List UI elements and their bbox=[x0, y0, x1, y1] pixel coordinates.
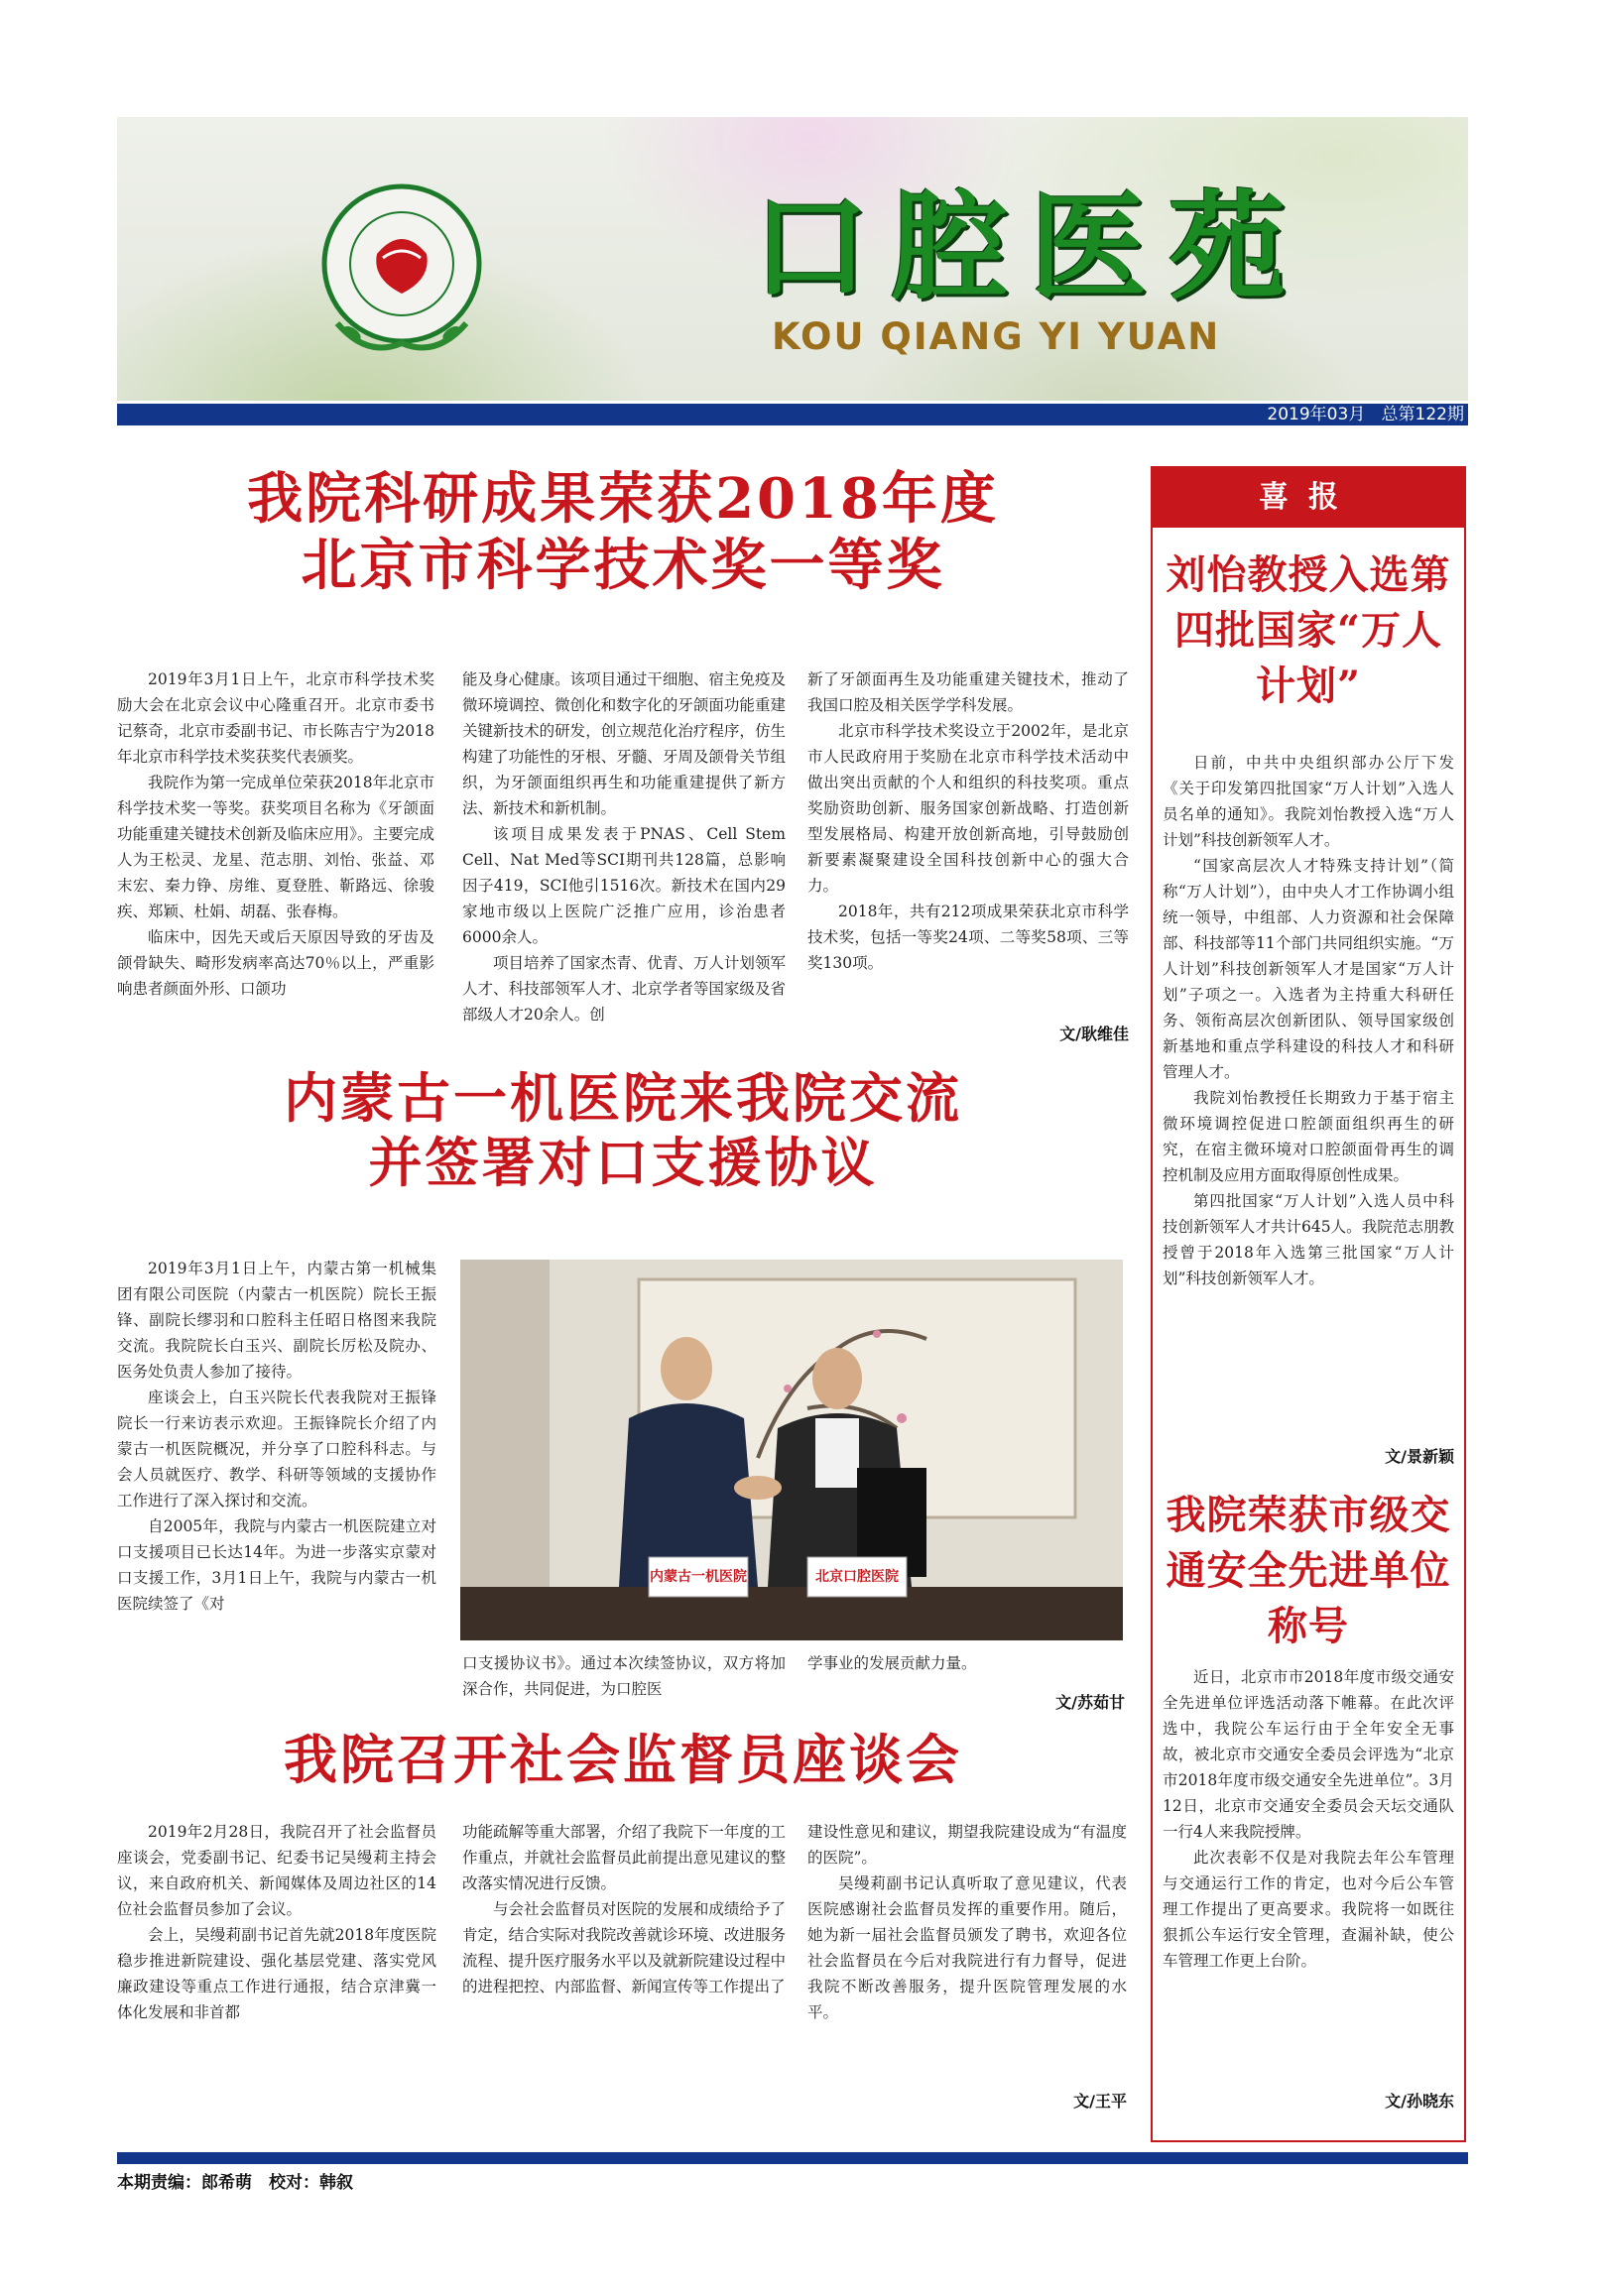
article1-col3 bbox=[807, 666, 1129, 976]
article1-byline: 文/耿维佳 bbox=[1059, 1025, 1129, 1043]
paragraph: 该项目成果发表于PNAS、Cell Stem Cell、Nat Med等SCI期刊共128篇，总影响因子419，SCI他引1516次。新技术在国内29家地市级以上医院广泛推广应用，诊治患者6000余人。 bbox=[462, 825, 786, 946]
paragraph: 与会社会监督员对医院的发展和成绩给予了肯定，结合实际对我院改善就诊环境、改进服务流程、提升医疗服务水平以及就新院建设过程中的进程把控、内部监督、新闻宣传等工作提出了 bbox=[462, 1900, 786, 1995]
sidebar-story1-title: 刘怡教授入选第四批国家“万人计划” bbox=[1166, 551, 1451, 709]
paragraph: 近日，北京市市2018年度市级交通安全先进单位评选活动落下帷幕。在此次评选中，我院公车运行由于全年安全无事故，被北京市交通安全委员会评选为“北京市2018年度市级交通安全先进单位”。3月12日，北京市交通安全委员会天坛交通队一行4人来我院授牌。 bbox=[1163, 1668, 1454, 1841]
article1-headline bbox=[117, 466, 1129, 599]
paragraph: 功能疏解等重大部署，介绍了我院下一年度的工作重点，并就社会监督员此前提出意见建议的整改落实情况进行反馈。 bbox=[462, 1823, 786, 1892]
paragraph: 此次表彰不仅是对我院去年公车管理与交通运行工作的肯定，也对今后公车管理工作提出了更高要求。我院将一如既往狠抓公车运行安全管理，查漏补缺，使公车管理工作更上台阶。 bbox=[1163, 1849, 1454, 1970]
sidebar-story2-title: 我院荣获市级交通安全先进单位称号 bbox=[1166, 1492, 1451, 1649]
footer-rule bbox=[117, 2152, 1468, 2164]
article2-col2 bbox=[462, 1650, 786, 1702]
article3-col3 bbox=[807, 1819, 1127, 2025]
paragraph: 我院作为第一完成单位荣获2018年北京市科学技术奖一等奖。获奖项目名称为《牙颌面功能重建关键技术创新及临床应用》。主要完成人为王松灵、龙星、范志朋、刘怡、张益、邓末宏、秦力铮、房维、夏登胜、靳路远、徐骏疾、郑颖、杜娟、胡磊、张春梅。 bbox=[117, 774, 434, 920]
paragraph: 2019年2月28日，我院召开了社会监督员座谈会，党委副书记、纪委书记吴缦莉主持会议，来自政府机关、新闻媒体及周边社区的14位社会监督员参加了会议。 bbox=[117, 1823, 436, 1918]
paragraph: 新了牙颌面再生及功能重建关键技术，推动了我国口腔及相关医学学科发展。 bbox=[807, 670, 1129, 714]
paragraph: “国家高层次人才特殊支持计划”（简称“万人计划”），由中央人才工作协调小组统一领导，中组部、人力资源和社会保障部、科技部等11个部门共同组织实施。“万人计划”科技创新领军人才是国家“万人计划”子项之一。入选者为主持重大科研任务、领衔高层次创新团队、领导国家级创新基地和重点学科建设的科技人才和科研管理人才。 bbox=[1163, 857, 1454, 1081]
issue-number: 总第122期 bbox=[1381, 405, 1464, 424]
paragraph: 口支援协议书》。通过本次续签协议，双方将加深合作，共同促进，为口腔医 bbox=[462, 1654, 786, 1698]
paragraph: 建设性意见和建议，期望我院建设成为“有温度的医院”。 bbox=[807, 1823, 1127, 1867]
masthead-banner bbox=[117, 117, 1468, 401]
issue-info bbox=[1267, 403, 1464, 426]
article1-title-line1: 我院科研成果荣获2018年度 bbox=[247, 466, 999, 532]
article3-headline: 我院召开社会监督员座谈会 bbox=[284, 1728, 962, 1791]
paragraph: 2019年3月1日上午，内蒙古第一机械集团有限公司医院（内蒙古一机医院）院长王振锋、副院长缪羽和口腔科主任昭日格图来我院交流。我院院长白玉兴、副院长厉松及院办、医务处负责人参加了接待。 bbox=[117, 1260, 436, 1381]
article2-headline bbox=[117, 1066, 1129, 1195]
sidebar-story1-byline: 文/景新颖 bbox=[1385, 1447, 1454, 1466]
article2-col3 bbox=[807, 1650, 1125, 1676]
paragraph: 吴缦莉副书记认真听取了意见建议，代表医院感谢社会监督员发挥的重要作用。随后，她为新一届社会监督员颁发了聘书，欢迎各位社会监督员在今后对我院进行有力督导，促进我院不断改善服务，提升医院管理发展的水平。 bbox=[807, 1874, 1127, 2021]
sidebar-story2-body bbox=[1163, 1664, 1454, 1974]
newspaper-subtitle: KOU QIANG YI YUAN bbox=[772, 315, 1221, 358]
photo-sign-right: 北京口腔医院 bbox=[815, 1569, 899, 1585]
hospital-logo bbox=[308, 175, 496, 363]
issue-date: 2019年03月 bbox=[1267, 405, 1366, 424]
paragraph: 北京市科学技术奖设立于2002年，是北京市人民政府用于奖励在北京市科学技术活动中做出突出贡献的个人和组织的科技奖项。重点奖励资助创新、服务国家创新战略、打造创新型发展格局、构建开放创新高地，引导鼓励创新要素凝聚建设全国科技创新中心的强大合力。 bbox=[807, 722, 1129, 895]
paragraph: 学事业的发展贡献力量。 bbox=[807, 1654, 977, 1672]
article2-byline: 文/苏茹甘 bbox=[1055, 1693, 1125, 1712]
paragraph: 我院刘怡教授任长期致力于基于宿主微环境调控促进口腔颌面组织再生的研究，在宿主微环境对口腔颌面骨再生的调控机制及应用方面取得原创性成果。 bbox=[1163, 1089, 1454, 1184]
article1-col1 bbox=[117, 666, 434, 1002]
paragraph: 2018年，共有212项成果荣获北京市科学技术奖，包括一等奖24项、二等奖58项、三等奖130项。 bbox=[807, 903, 1129, 972]
paragraph: 自2005年，我院与内蒙古一机医院建立对口支援项目已长达14年。为进一步落实京蒙对口支援工作，3月1日上午，我院与内蒙古一机医院续签了《对 bbox=[117, 1517, 436, 1613]
article1-col2 bbox=[462, 666, 786, 1027]
sidebar-story1-body bbox=[1163, 750, 1454, 1291]
paragraph: 座谈会上，白玉兴院长代表我院对王振锋院长一行来访表示欢迎。王振锋院长介绍了内蒙古一机医院概况，并分享了口腔科科志。与会人员就医疗、教学、科研等领域的支援协作工作进行了深入探讨和交流。 bbox=[117, 1389, 436, 1510]
paragraph: 会上，吴缦莉副书记首先就2018年度医院稳步推进新院建设、强化基层党建、落实党风廉政建设等重点工作进行通报，结合京津冀一体化发展和非首都 bbox=[117, 1926, 436, 2021]
editor-credits: 本期责编：郎希萌 校对：韩叙 bbox=[117, 2173, 353, 2193]
masthead-rule bbox=[117, 404, 1468, 425]
article3-col2 bbox=[462, 1819, 786, 1999]
paragraph: 2019年3月1日上午，北京市科学技术奖励大会在北京会议中心隆重召开。北京市委书记蔡奇，北京市委副书记、市长陈吉宁为2018年北京市科学技术奖获奖代表颁奖。 bbox=[117, 670, 434, 766]
photo-sign-left: 内蒙古一机医院 bbox=[650, 1569, 747, 1585]
paragraph: 能及身心健康。该项目通过干细胞、宿主免疫及微环境调控、微创化和数字化的牙颌面功能重建关键新技术的研发，创立规范化治疗程序，仿生构建了功能性的牙根、牙髓、牙周及颌骨关节组织，为牙颌面组织再生和功能重建提供了新方法、新技术和新机制。 bbox=[462, 670, 786, 817]
sidebar-header: 喜报 bbox=[1153, 468, 1464, 528]
paragraph: 第四批国家“万人计划”入选人员中科技创新领军人才共计645人。我院范志朋教授曾于2018年入选第三批国家“万人计划”科技创新领军人才。 bbox=[1163, 1192, 1454, 1287]
article3-col1 bbox=[117, 1819, 436, 2025]
paragraph: 临床中，因先天或后天原因导致的牙齿及颌骨缺失、畸形发病率高达70％以上，严重影响患者颜面外形、口颌功 bbox=[117, 928, 434, 998]
article2-title-line2: 并签署对口支援协议 bbox=[368, 1130, 878, 1194]
paragraph: 日前，中共中央组织部办公厅下发《关于印发第四批国家“万人计划”入选人员名单的通知》。我院刘怡教授入选“万人计划”科技创新领军人才。 bbox=[1163, 754, 1454, 849]
sidebar-story2-byline: 文/孙晓东 bbox=[1385, 2092, 1454, 2111]
article3-byline: 文/王平 bbox=[1073, 2092, 1127, 2111]
article2-title-line1: 内蒙古一机医院来我院交流 bbox=[284, 1066, 962, 1130]
paragraph: 项目培养了国家杰青、优青、万人计划领军人才、科技部领军人才、北京学者等国家级及省部级人才20余人。创 bbox=[462, 954, 786, 1024]
signing-photo-illustration bbox=[460, 1260, 1123, 1640]
newspaper-title: 口腔医苑 bbox=[752, 179, 1308, 315]
article1-title-line2: 北京市科学技术奖一等奖 bbox=[301, 533, 945, 599]
article2-col1 bbox=[117, 1256, 436, 1617]
signing-photo bbox=[460, 1260, 1123, 1640]
